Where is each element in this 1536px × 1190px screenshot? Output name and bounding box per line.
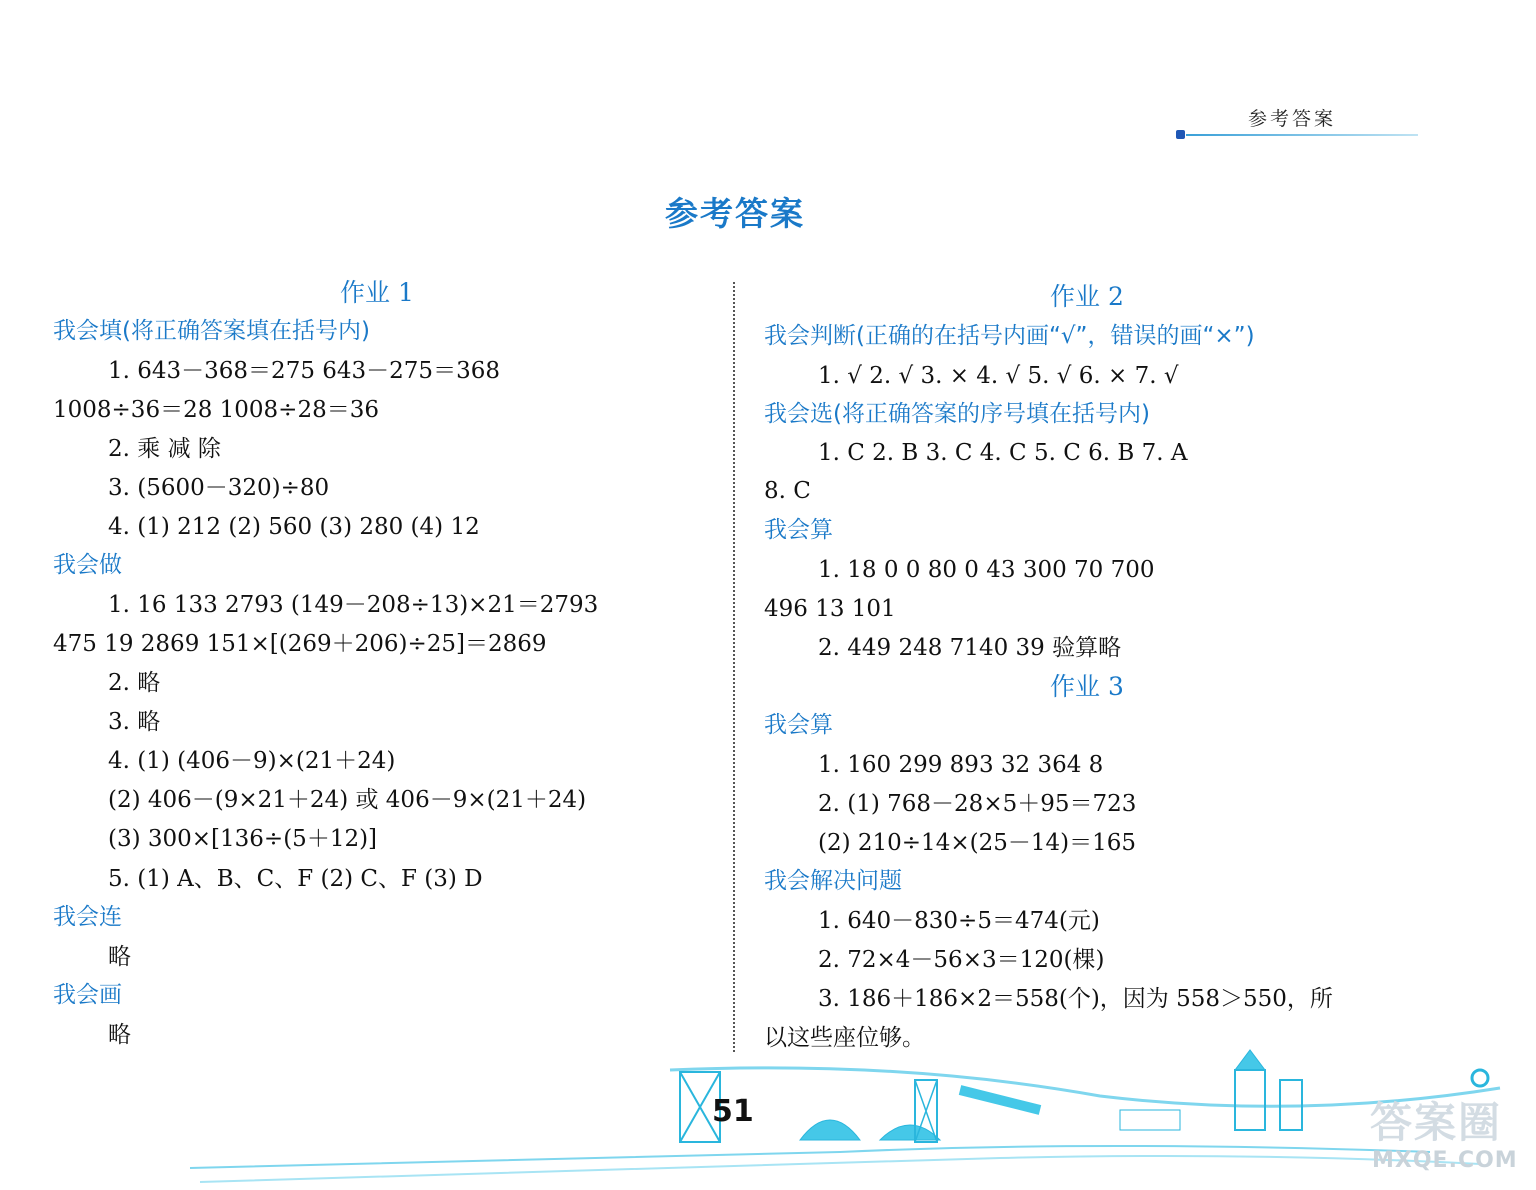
section-connect: 我会连 <box>53 904 122 930</box>
section-do: 我会做 <box>53 552 122 578</box>
page-title: 参考答案 <box>665 194 805 233</box>
answer-line: 1. √ 2. √ 3. × 4. √ 5. √ 6. × 7. √ <box>818 363 1179 389</box>
section-calc: 我会算 <box>764 517 833 543</box>
answer-line: 1. 643－368＝275 643－275＝368 <box>108 358 500 384</box>
answer-line: 2. 略 <box>108 670 161 696</box>
answer-line: (3) 300×[136÷(5＋12)] <box>108 826 378 852</box>
page-number: 51 <box>712 1094 754 1129</box>
section-calc-2: 我会算 <box>764 712 833 738</box>
answer-line: 4. (1) (406－9)×(21＋24) <box>108 748 396 774</box>
answer-line: 以这些座位够。 <box>764 1025 925 1051</box>
answer-line: 3. 略 <box>108 709 161 735</box>
footer-illustration <box>0 1040 1536 1190</box>
answer-line: 2. 72×4－56×3＝120(棵) <box>818 947 1105 973</box>
answer-line: 8. C <box>764 478 811 504</box>
section-draw: 我会画 <box>53 982 122 1008</box>
answer-line: 1. C 2. B 3. C 4. C 5. C 6. B 7. A <box>818 440 1188 466</box>
answer-line: 1. 640－830÷5＝474(元) <box>818 908 1100 934</box>
answer-line: 3. 186＋186×2＝558(个)，因为 558＞550，所 <box>818 986 1333 1012</box>
answer-line: 475 19 2869 151×[(269＋206)÷25]＝2869 <box>53 631 547 657</box>
answer-line: 2. 449 248 7140 39 验算略 <box>818 635 1122 661</box>
answer-line: 略 <box>108 1022 131 1048</box>
answer-line: 2. 乘 减 除 <box>108 436 221 462</box>
answer-line: 1. 16 133 2793 (149－208÷13)×21＝2793 <box>108 592 599 618</box>
watermark-text: MXQE.COM <box>1372 1148 1518 1173</box>
homework-3-heading: 作业 3 <box>1050 672 1124 701</box>
answer-line: 1008÷36＝28 1008÷28＝36 <box>53 397 379 423</box>
answer-line: 1. 160 299 893 32 364 8 <box>818 752 1104 778</box>
answer-line: 2. (1) 768－28×5＋95＝723 <box>818 791 1137 817</box>
answer-line: (2) 406－(9×21＋24) 或 406－9×(21＋24) <box>108 787 587 813</box>
answer-line: 略 <box>108 944 131 970</box>
watermark-logo: 答案圈 <box>1370 1098 1503 1147</box>
answer-line: (2) 210÷14×(25－14)＝165 <box>818 830 1136 856</box>
homework-1-heading: 作业 1 <box>340 278 414 307</box>
section-fill-in: 我会填(将正确答案填在括号内) <box>53 318 370 344</box>
running-header: 参考答案 <box>1248 108 1337 130</box>
section-choose: 我会选(将正确答案的序号填在括号内) <box>764 401 1150 427</box>
homework-2-heading: 作业 2 <box>1050 282 1124 311</box>
answer-line: 1. 18 0 0 80 0 43 300 70 700 <box>818 557 1155 583</box>
section-judge: 我会判断(正确的在括号内画“√”，错误的画“×”) <box>764 323 1255 349</box>
answer-line: 5. (1) A、B、C、F (2) C、F (3) D <box>108 866 483 892</box>
column-divider <box>733 282 735 1052</box>
header-dot <box>1176 130 1185 139</box>
answer-line: 4. (1) 212 (2) 560 (3) 280 (4) 12 <box>108 514 480 540</box>
section-solve: 我会解决问题 <box>764 868 902 894</box>
answer-line: 496 13 101 <box>764 596 896 622</box>
header-rule <box>1186 134 1418 136</box>
answer-line: 3. (5600－320)÷80 <box>108 475 330 501</box>
